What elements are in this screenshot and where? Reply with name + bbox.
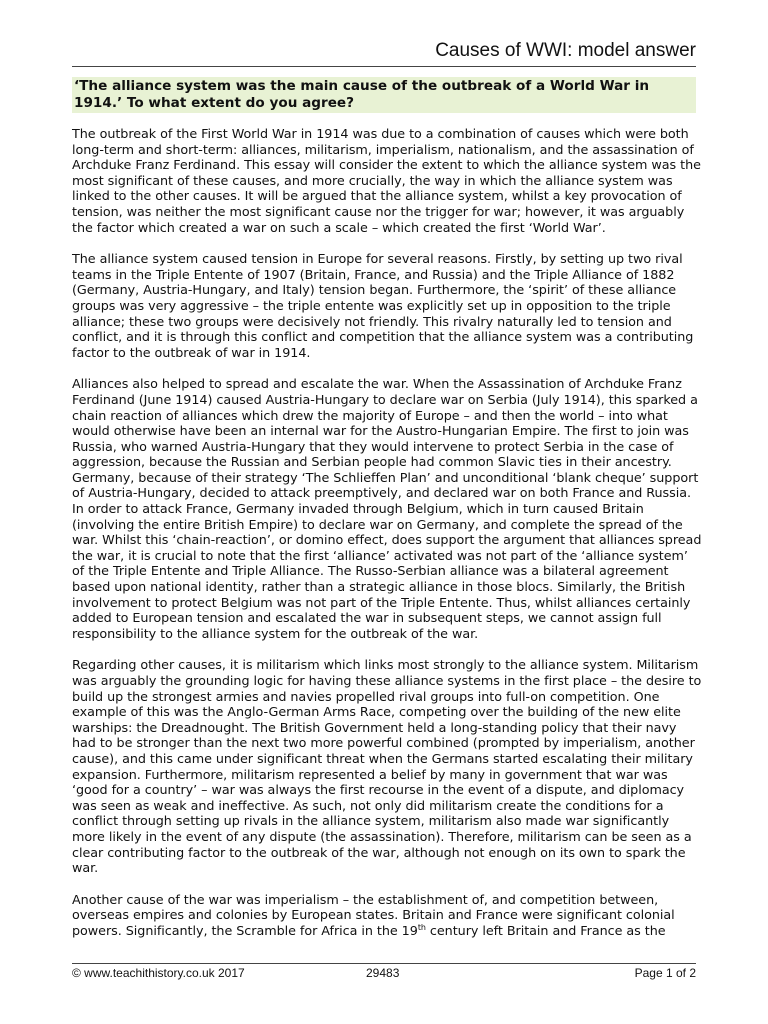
document-title: Causes of WWI: model answer — [435, 40, 696, 61]
header-divider — [72, 66, 696, 67]
paragraph-imperialism-text-start: Another cause of the war was imperialism – the establishment of, and competition between, overseas empires and colonies by European states. Britain and France were significant colonial powers. Significantly, the Scramble for Africa in the 19 — [72, 892, 675, 939]
superscript-th: th — [417, 922, 426, 932]
footer-page-number: Page 1 of 2 — [634, 966, 696, 980]
essay-body — [72, 127, 702, 956]
paragraph-alliance-escalation: Alliances also helped to spread and escalate the war. When the Assassination of Archduke Franz Ferdinand (June 1914) caused Austria-Hungary to declare war on Serbia (July 1914), this sparked a chain reaction of alliances which drew the majority of Europe – and then the world – into what would otherwise have been an internal war for the Austro-Hungarian Empire. The first to join was Russia, who warned Austria-Hungary that they would intervene to protect Serbia in the case of aggression, because the Russian and Serbian people had common Slavic ties in their ancestry. Germany, because of their strategy ‘The Schlieffen Plan’ and unconditional ‘blank cheque’ support of Austria-Hungary, decided to attack preemptively, and declared war on both France and Russia. In order to attack France, Germany invaded through Belgium, which in turn caused Britain (involving the entire British Empire) to declare war on Germany, and complete the spread of the war. Whilst this ‘chain-reaction’, or domino effect, does support the argument that alliances spread the war, it is crucial to note that the first ‘alliance’ activated was not part of the ‘alliance system’ of the Triple Entente and Triple Alliance. The Russo-Serbian alliance was a bilateral agreement based upon national identity, rather than a strategic alliance in those blocs. Similarly, the British involvement to protect Belgium was not part of the Triple Entente. Thus, whilst alliances certainly added to European tension and escalated the war in subsequent steps, we cannot assign full responsibility to the alliance system for the outbreak of the war. — [72, 377, 702, 642]
paragraph-imperialism-text-end: century left Britain and France as the — [425, 923, 666, 939]
footer-copyright: © www.teachithistory.co.uk 2017 — [72, 966, 245, 980]
paragraph-introduction: The outbreak of the First World War in 1914 was due to a combination of causes which were both long-term and short-term: alliances, militarism, imperialism, nationalism, and the assassination of Archduke Franz Ferdinand. This essay will consider the extent to which the alliance system was the most significant of these causes, and more crucially, the way in which the alliance system was linked to the other causes. It will be argued that the alliance system, whilst a key provocation of tension, was neither the most significant cause nor the trigger for war; however, it was arguably the factor which created a war on such a scale – which created the first ‘World War’. — [72, 127, 701, 236]
essay-question: ‘The alliance system was the main cause of the outbreak of a World War in 1914.’ To what extent do you agree? — [72, 77, 696, 113]
footer-divider — [72, 963, 696, 964]
paragraph-militarism: Regarding other causes, it is militarism which links most strongly to the alliance system. Militarism was arguably the grounding logic for having these alliance systems in the first place – the desire to build up the strongest armies and navies propelled rival groups into full-on competition. One example of this was the Anglo-German Arms Race, competing over the building of the new elite warships: the Dreadnought. The British Government held a long-standing policy that their navy had to be stronger than the next two more powerful combined (prompted by imperialism, another cause), and this came under significant threat when the Germans started escalating their military expansion. Furthermore, militarism represented a belief by many in government that war was ‘good for a country’ – war was always the first recourse in the event of a dispute, and diplomacy was seen as weak and ineffective. As such, not only did militarism create the conditions for a conflict through setting up rivals in the alliance system, militarism also made war significantly more likely in the event of any dispute (the assassination). Therefore, militarism can be seen as a clear contributing factor to the outbreak of the war, although not enough on its own to spark the war. — [72, 658, 702, 877]
paragraph-imperialism — [72, 893, 702, 940]
footer-code: 29483 — [366, 966, 400, 980]
paragraph-alliance-tension: The alliance system caused tension in Europe for several reasons. Firstly, by setting up two rival teams in the Triple Entente of 1907 (Britain, France, and Russia) and the Triple Alliance of 1882 (Germany, Austria-Hungary, and Italy) tension began. Furthermore, the ‘spirit’ of these alliance groups was very aggressive – the triple entente was explicitly set up in opposition to the triple alliance; these two groups were decisively not friendly. This rivalry naturally led to tension and conflict, and it is through this conflict and competition that the alliance system was a contributing factor to the outbreak of war in 1914. — [72, 252, 694, 361]
